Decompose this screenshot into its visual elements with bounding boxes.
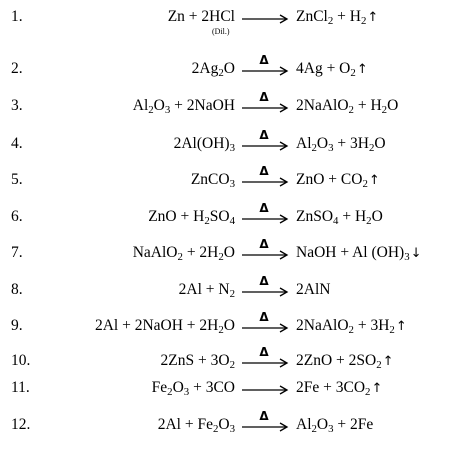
equation-row xyxy=(0,90,450,123)
heat-symbol: Δ xyxy=(259,345,269,359)
gas-evolved-arrow-icon: ↑ xyxy=(382,354,394,369)
reactants: $2Al(OH)_3$ xyxy=(173,135,235,154)
gas-evolved-arrow-icon: ↑ xyxy=(367,10,379,25)
reactants: $2Al + Fe_2O_3$ xyxy=(157,416,235,435)
heat-symbol: Δ xyxy=(259,201,269,215)
precipitate-arrow-icon: ↓ xyxy=(410,246,422,261)
heat-symbol: Δ xyxy=(259,128,269,142)
heat-symbol: Δ xyxy=(259,90,269,104)
products: ZnSO$_4$ + $H_2O$ xyxy=(296,208,383,227)
equation-number: 7. xyxy=(11,244,23,261)
heat-symbol: Δ xyxy=(259,310,269,324)
equation-number: 5. xyxy=(11,171,23,188)
heat-symbol: Δ xyxy=(259,53,269,67)
equation-row xyxy=(0,128,450,161)
products: ZnCl$_2$ + $H_2↑$ xyxy=(296,8,379,27)
heat-symbol: Δ xyxy=(259,409,269,423)
equation-number: 10. xyxy=(11,352,31,369)
products: $4Ag + O_2↑$ xyxy=(296,60,368,79)
reactants: Zn + 2HCl xyxy=(167,8,235,25)
products: $Al_2O_3 + 2Fe$ xyxy=(296,416,374,435)
equation-row xyxy=(0,274,450,307)
reactants: ZnO + $H_2SO_4$ xyxy=(148,208,235,227)
gas-evolved-arrow-icon: ↑ xyxy=(371,381,383,396)
equation-row xyxy=(0,310,450,343)
reaction-arrow-icon xyxy=(240,128,290,161)
products: 2AlN xyxy=(296,281,331,298)
equation-number: 12. xyxy=(11,416,31,433)
reactants: NaAlO$_2$ + $2H_2O$ xyxy=(132,244,235,263)
heat-symbol: Δ xyxy=(259,274,269,288)
equation-row xyxy=(0,345,450,378)
reaction-arrow-icon xyxy=(240,379,290,405)
equation-row xyxy=(0,201,450,234)
equation-row xyxy=(0,379,450,405)
products: 2NaAlO$_2$ + $3H_2↑$ xyxy=(296,317,407,336)
gas-evolved-arrow-icon: ↑ xyxy=(368,173,380,188)
equation-row xyxy=(0,8,450,34)
equation-row xyxy=(0,237,450,270)
reaction-arrow-icon xyxy=(240,237,290,270)
reactants: 2Al + 2NaOH + $2H_2O$ xyxy=(94,317,235,336)
reaction-arrow-icon xyxy=(240,345,290,378)
equation-number: 11. xyxy=(11,379,30,396)
equation-row xyxy=(0,53,450,86)
products: $Al_2O_3 + 3H_2O$ xyxy=(296,135,386,154)
reaction-arrow-icon xyxy=(240,164,290,197)
equation-number: 4. xyxy=(11,135,23,152)
reaction-arrow-icon xyxy=(240,310,290,343)
products: 2NaAlO$_2$ + $H_2O$ xyxy=(296,97,399,116)
products: ZnO + $CO_2↑$ xyxy=(296,171,380,190)
equation-number: 6. xyxy=(11,208,23,225)
heat-symbol: Δ xyxy=(259,164,269,178)
products: NaOH + Al $(OH)_3↓$ xyxy=(296,244,422,263)
reaction-arrow-icon xyxy=(240,8,290,34)
gas-evolved-arrow-icon: ↑ xyxy=(356,62,368,77)
reactants: $2Ag_2O$ xyxy=(191,60,235,79)
reactants: $2ZnS + 3O_2$ xyxy=(160,352,235,371)
equation-number: 8. xyxy=(11,281,23,298)
gas-evolved-arrow-icon: ↑ xyxy=(395,319,407,334)
reaction-arrow-icon xyxy=(240,90,290,123)
reaction-arrow-icon xyxy=(240,201,290,234)
reaction-arrow-icon xyxy=(240,53,290,86)
condition-note: (Dil.) xyxy=(212,27,230,36)
reactants: $2Al + N_2$ xyxy=(178,281,235,300)
reactants: ZnCO$_3$ xyxy=(190,171,235,190)
equation-number: 2. xyxy=(11,60,23,77)
heat-symbol: Δ xyxy=(259,237,269,251)
products: $2ZnO + 2SO_2↑$ xyxy=(296,352,394,371)
reaction-arrow-icon xyxy=(240,274,290,307)
equation-row xyxy=(0,409,450,442)
reactants: $Fe_2O_3 + 3CO$ xyxy=(151,379,235,398)
equation-number: 3. xyxy=(11,97,23,114)
products: $2Fe + 3CO_2↑$ xyxy=(296,379,383,398)
reaction-arrow-icon xyxy=(240,409,290,442)
equation-row xyxy=(0,164,450,197)
equation-number: 1. xyxy=(11,8,23,25)
reactants: $Al_2O_3$ + 2NaOH xyxy=(132,97,235,116)
equation-number: 9. xyxy=(11,317,23,334)
